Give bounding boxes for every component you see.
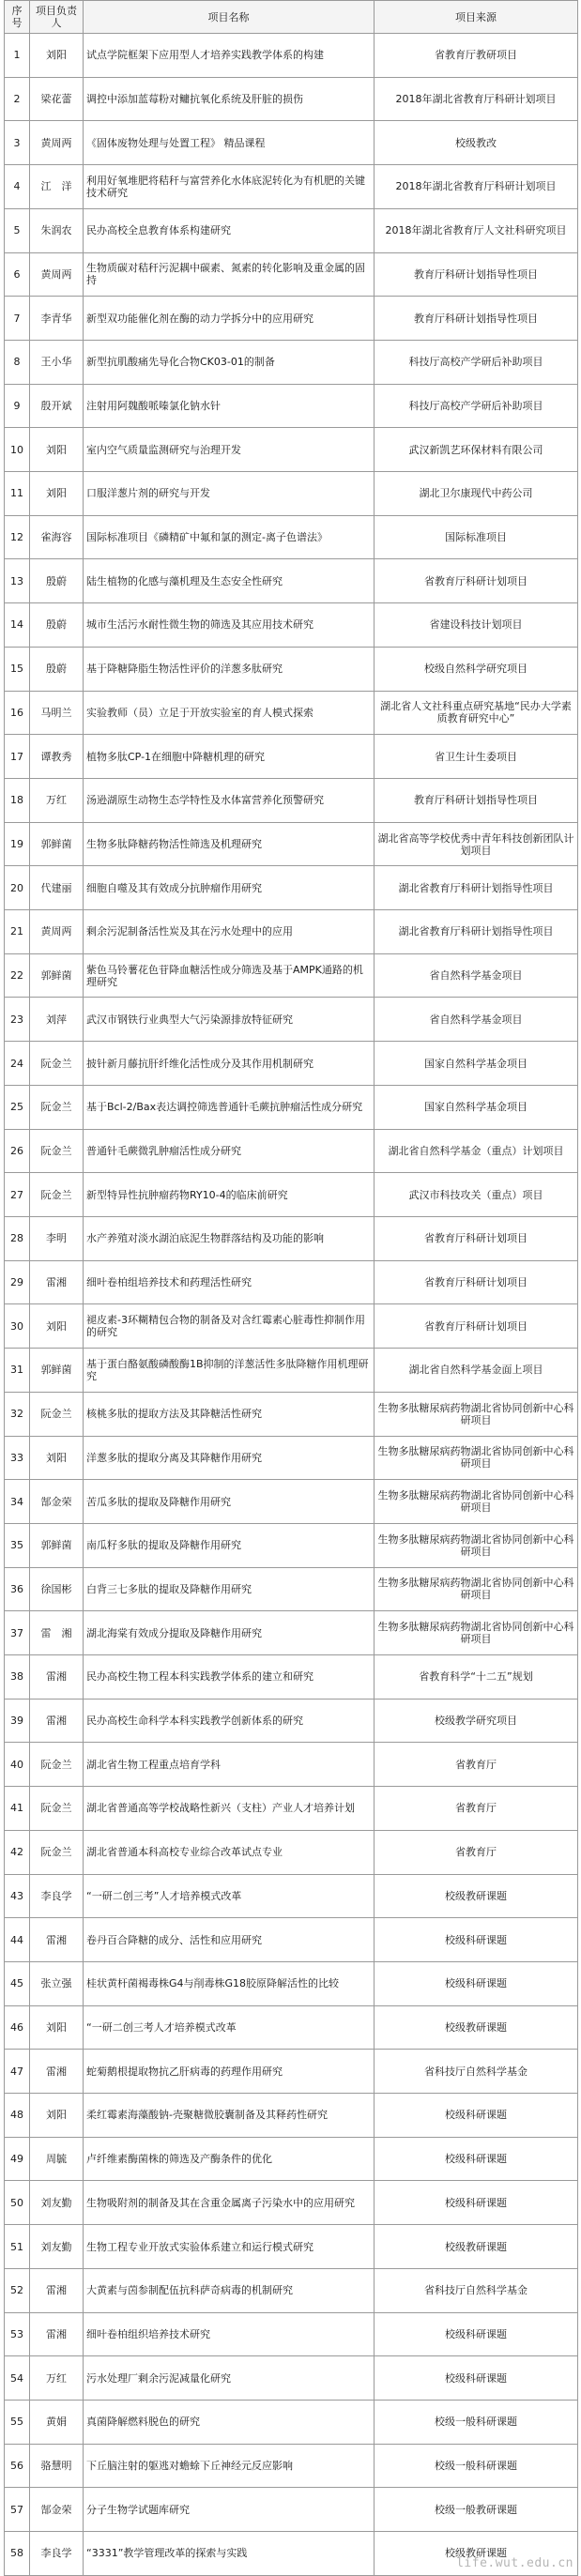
row-number-cell: 13: [5, 559, 30, 603]
project-name-cell: “一研二创三考人才培养模式改革: [84, 2005, 375, 2050]
principal-investigator-cell: 殷蔚: [30, 603, 84, 648]
project-source-cell: 省建设科技计划项目: [375, 603, 578, 648]
row-number-cell: 47: [5, 2050, 30, 2094]
table-row: [5, 2225, 578, 2269]
principal-investigator-cell: 郭鲜菌: [30, 953, 84, 998]
table-body: [5, 34, 578, 2576]
project-name-cell: 《固体废物处理与处置工程》 精品课程: [84, 121, 375, 165]
table-row: [5, 1830, 578, 1874]
row-number-cell: 17: [5, 735, 30, 779]
row-number-cell: 42: [5, 1830, 30, 1874]
table-row: [5, 472, 578, 516]
row-number-cell: 50: [5, 2181, 30, 2225]
table-row: [5, 1216, 578, 1260]
row-number-cell: 45: [5, 1961, 30, 2005]
principal-investigator-cell: 刘阳: [30, 2005, 84, 2050]
row-number-cell: 53: [5, 2312, 30, 2356]
table-row: [5, 165, 578, 209]
table-row: [5, 1304, 578, 1349]
table-row: [5, 428, 578, 472]
principal-investigator-cell: 刘阳: [30, 2094, 84, 2138]
project-source-cell: 省科技厅自然科学基金: [375, 2050, 578, 2094]
principal-investigator-cell: 刘阳: [30, 472, 84, 516]
table-row: [5, 1523, 578, 1567]
project-name-cell: 真菌降解燃料脱色的研究: [84, 2400, 375, 2444]
project-source-cell: 湖北省人文社科重点研究基地“民办大学素质教育研究中心”: [375, 691, 578, 735]
project-name-cell: 剩余污泥制备活性炭及其在污水处理中的应用: [84, 910, 375, 954]
project-source-cell: 校级教学研究项目: [375, 1699, 578, 1743]
project-name-cell: 细叶卷柏组织培养技术研究: [84, 2312, 375, 2356]
principal-investigator-cell: 殷开斌: [30, 384, 84, 428]
row-number-cell: 37: [5, 1611, 30, 1655]
row-number-cell: 35: [5, 1523, 30, 1567]
project-source-cell: 校级科研课题: [375, 2181, 578, 2225]
row-number-cell: 10: [5, 428, 30, 472]
row-number-cell: 16: [5, 691, 30, 735]
row-number-cell: 31: [5, 1349, 30, 1393]
project-source-cell: 湖北省自然科学基金（重点）计划项目: [375, 1129, 578, 1173]
row-number-cell: 7: [5, 297, 30, 341]
project-name-cell: 褪皮素-3环糊精包合物的制备及对含红霉素心脏毒性抑制作用的研究: [84, 1304, 375, 1349]
principal-investigator-cell: 郭鲜菌: [30, 1523, 84, 1567]
project-name-cell: 口服洋葱片剂的研究与开发: [84, 472, 375, 516]
project-source-cell: 生物多肽糖尿病药物湖北省协同创新中心科研项目: [375, 1523, 578, 1567]
principal-investigator-cell: 雷湘: [30, 2050, 84, 2094]
table-row: [5, 559, 578, 603]
row-number-cell: 57: [5, 2488, 30, 2532]
row-number-cell: 48: [5, 2094, 30, 2138]
project-name-cell: 新型特异性抗肿瘤药物RY10-4的临床前研究: [84, 1173, 375, 1217]
project-source-cell: 生物多肽糖尿病药物湖北省协同创新中心科研项目: [375, 1611, 578, 1655]
row-number-cell: 39: [5, 1699, 30, 1743]
principal-investigator-cell: 马明兰: [30, 691, 84, 735]
table-row: [5, 1918, 578, 1962]
project-name-cell: 利用好氧堆肥将秸秆与富营养化水体底泥转化为有机肥的关键技术研究: [84, 165, 375, 209]
project-name-cell: 紫色马铃薯花色苷降血糖活性成分筛选及基于AMPK通路的机理研究: [84, 953, 375, 998]
row-number-cell: 14: [5, 603, 30, 648]
project-name-cell: 调控中添加蓝莓粉对鳙抗氧化系统及肝脏的损伤: [84, 77, 375, 121]
project-source-cell: 生物多肽糖尿病药物湖北省协同创新中心科研项目: [375, 1480, 578, 1524]
project-source-cell: 科技厅高校产学研后补助项目: [375, 384, 578, 428]
project-source-cell: 科技厅高校产学研后补助项目: [375, 340, 578, 384]
project-name-cell: 披针新月藤抗肝纤维化活性成分及其作用机制研究: [84, 1042, 375, 1086]
principal-investigator-cell: 阮金兰: [30, 1042, 84, 1086]
project-name-cell: 室内空气质量监测研究与治理开发: [84, 428, 375, 472]
project-source-cell: 教育厅科研计划指导性项目: [375, 252, 578, 297]
principal-investigator-cell: 郭鲜菌: [30, 822, 84, 866]
principal-investigator-cell: 刘阳: [30, 428, 84, 472]
principal-investigator-cell: 阮金兰: [30, 1173, 84, 1217]
principal-investigator-cell: 李明: [30, 1216, 84, 1260]
table-row: [5, 1436, 578, 1480]
row-number-cell: 19: [5, 822, 30, 866]
project-source-cell: 省教育厅: [375, 1830, 578, 1874]
table-row: [5, 2444, 578, 2488]
project-source-cell: 省教育厅科研计划项目: [375, 1304, 578, 1349]
project-name-cell: 湖北海棠有效成分提取及降糖作用研究: [84, 1611, 375, 1655]
principal-investigator-cell: 阮金兰: [30, 1787, 84, 1831]
table-row: [5, 2356, 578, 2401]
table-row: [5, 910, 578, 954]
principal-investigator-cell: 黄周两: [30, 910, 84, 954]
project-source-cell: 生物多肽糖尿病药物湖北省协同创新中心科研项目: [375, 1436, 578, 1480]
project-name-cell: 细叶卷柏组培养技术和药理活性研究: [84, 1260, 375, 1304]
table-row: [5, 822, 578, 866]
table-row: [5, 603, 578, 648]
row-number-cell: 28: [5, 1216, 30, 1260]
project-name-cell: “3331”教学管理改革的探索与实践: [84, 2532, 375, 2576]
principal-investigator-cell: 阮金兰: [30, 1392, 84, 1436]
project-name-cell: 洋葱多肽的提取分离及其降糖作用研究: [84, 1436, 375, 1480]
principal-investigator-cell: 郜金荣: [30, 1480, 84, 1524]
project-name-cell: 注射用阿魏酸哌嗪氯化钠水针: [84, 384, 375, 428]
principal-investigator-cell: 雷湘: [30, 1260, 84, 1304]
row-number-cell: 52: [5, 2268, 30, 2312]
header-pi: 项目负责人: [30, 1, 84, 34]
row-number-cell: 38: [5, 1655, 30, 1700]
project-name-cell: 新型抗肌酸痛先导化合物CK03-01的制备: [84, 340, 375, 384]
row-number-cell: 33: [5, 1436, 30, 1480]
project-source-cell: 省科技厅自然科学基金: [375, 2268, 578, 2312]
principal-investigator-cell: 郜金荣: [30, 2488, 84, 2532]
project-name-cell: 水产养殖对淡水湖泊底泥生物群落结构及功能的影响: [84, 1216, 375, 1260]
project-name-cell: 生物多肽降糖药物活性筛选及机理研究: [84, 822, 375, 866]
table-row: [5, 998, 578, 1042]
principal-investigator-cell: 代建丽: [30, 866, 84, 910]
project-name-cell: 湖北省普通本科高校专业综合改革试点专业: [84, 1830, 375, 1874]
row-number-cell: 32: [5, 1392, 30, 1436]
table-row: [5, 1743, 578, 1787]
principal-investigator-cell: 刘友勤: [30, 2225, 84, 2269]
row-number-cell: 58: [5, 2532, 30, 2576]
project-source-cell: 2018年湖北省教育厅科研计划项目: [375, 77, 578, 121]
table-row: [5, 2312, 578, 2356]
principal-investigator-cell: 梁花蕾: [30, 77, 84, 121]
project-name-cell: 试点学院框架下应用型人才培养实践教学体系的构建: [84, 34, 375, 78]
header-row: [5, 1, 578, 34]
project-name-cell: 民办高校全息教育体系构建研究: [84, 208, 375, 252]
table-row: [5, 866, 578, 910]
table-row: [5, 2050, 578, 2094]
principal-investigator-cell: 周毓: [30, 2137, 84, 2181]
principal-investigator-cell: 雷湘: [30, 2268, 84, 2312]
table-row: [5, 2005, 578, 2050]
row-number-cell: 5: [5, 208, 30, 252]
project-name-cell: 分子生物学试题库研究: [84, 2488, 375, 2532]
row-number-cell: 29: [5, 1260, 30, 1304]
principal-investigator-cell: 雷湘: [30, 1918, 84, 1962]
project-source-cell: 校级科研课题: [375, 2094, 578, 2138]
project-name-cell: 陆生植物的化感与藻机理及生态安全性研究: [84, 559, 375, 603]
table-row: [5, 1655, 578, 1700]
project-source-cell: 武汉新凯艺环保材料有限公司: [375, 428, 578, 472]
project-source-cell: 校级教研课题: [375, 1874, 578, 1918]
project-source-cell: 校级教研课题: [375, 2005, 578, 2050]
project-name-cell: “一研二创三考”人才培养模式改革: [84, 1874, 375, 1918]
row-number-cell: 34: [5, 1480, 30, 1524]
row-number-cell: 55: [5, 2400, 30, 2444]
project-source-cell: 校级一般科研课题: [375, 2400, 578, 2444]
project-name-cell: 白背三七多肽的提取及降糖作用研究: [84, 1567, 375, 1611]
principal-investigator-cell: 骆慧明: [30, 2444, 84, 2488]
table-row: [5, 340, 578, 384]
table-row: [5, 1567, 578, 1611]
project-source-cell: 湖北卫尔康现代中药公司: [375, 472, 578, 516]
row-number-cell: 8: [5, 340, 30, 384]
table-row: [5, 515, 578, 559]
project-name-cell: 城市生活污水耐性微生物的筛选及其应用技术研究: [84, 603, 375, 648]
project-name-cell: 生物工程专业开放式实验体系建立和运行模式研究: [84, 2225, 375, 2269]
project-name-cell: 基于蛋白酪氨酸磷酸酶1B抑制的洋葱活性多肽降糖作用机理研究: [84, 1349, 375, 1393]
watermark-text: life.wut.edu.cn: [456, 2556, 573, 2570]
project-source-cell: 校级科研课题: [375, 2137, 578, 2181]
table-row: [5, 208, 578, 252]
row-number-cell: 18: [5, 778, 30, 822]
principal-investigator-cell: 张立强: [30, 1961, 84, 2005]
table-row: [5, 778, 578, 822]
principal-investigator-cell: 谭教秀: [30, 735, 84, 779]
row-number-cell: 23: [5, 998, 30, 1042]
project-name-cell: 实验教师（员）立足于开放实验室的育人模式探索: [84, 691, 375, 735]
row-number-cell: 21: [5, 910, 30, 954]
principal-investigator-cell: 雷湘: [30, 1655, 84, 1700]
table-row: [5, 1699, 578, 1743]
project-name-cell: 基于降糖降脂生物活性评价的洋葱多肽研究: [84, 647, 375, 691]
row-number-cell: 41: [5, 1787, 30, 1831]
principal-investigator-cell: 王小华: [30, 340, 84, 384]
project-source-cell: 湖北省教育厅科研计划指导性项目: [375, 866, 578, 910]
project-name-cell: 卷丹百合降糖的成分、活性和应用研究: [84, 1918, 375, 1962]
project-name-cell: 湖北省生物工程重点培育学科: [84, 1743, 375, 1787]
row-number-cell: 25: [5, 1085, 30, 1129]
table-row: [5, 34, 578, 78]
project-source-cell: 校级自然科学研究项目: [375, 647, 578, 691]
row-number-cell: 43: [5, 1874, 30, 1918]
projects-table: [4, 0, 578, 2576]
row-number-cell: 11: [5, 472, 30, 516]
table-row: [5, 384, 578, 428]
row-number-cell: 9: [5, 384, 30, 428]
principal-investigator-cell: 江 洋: [30, 165, 84, 209]
row-number-cell: 51: [5, 2225, 30, 2269]
principal-investigator-cell: 万红: [30, 2356, 84, 2401]
row-number-cell: 27: [5, 1173, 30, 1217]
row-number-cell: 22: [5, 953, 30, 998]
row-number-cell: 30: [5, 1304, 30, 1349]
project-source-cell: 校级教研课题: [375, 2225, 578, 2269]
table-row: [5, 2400, 578, 2444]
project-source-cell: 校级一般科研课题: [375, 2444, 578, 2488]
header-project-name: 项目名称: [84, 1, 375, 34]
table-row: [5, 1874, 578, 1918]
project-name-cell: 核桃多肽的提取方法及其降糖活性研究: [84, 1392, 375, 1436]
project-source-cell: 校级一般教研课题: [375, 2488, 578, 2532]
header-project-source: 项目来源: [375, 1, 578, 34]
project-name-cell: 污水处理厂剩余污泥减量化研究: [84, 2356, 375, 2401]
table-row: [5, 2094, 578, 2138]
project-source-cell: 校级科研课题: [375, 2356, 578, 2401]
principal-investigator-cell: 刘萍: [30, 998, 84, 1042]
row-number-cell: 26: [5, 1129, 30, 1173]
principal-investigator-cell: 李青华: [30, 297, 84, 341]
project-source-cell: 武汉市科技攻关（重点）项目: [375, 1173, 578, 1217]
table-row: [5, 2488, 578, 2532]
table-row: [5, 252, 578, 297]
table-row: [5, 77, 578, 121]
principal-investigator-cell: 徐国彬: [30, 1567, 84, 1611]
project-name-cell: 桂状黄杆菌褐毒株G4与削毒株G18胶原降解活性的比较: [84, 1961, 375, 2005]
row-number-cell: 56: [5, 2444, 30, 2488]
project-source-cell: 省教育厅教研项目: [375, 34, 578, 78]
table-row: [5, 1611, 578, 1655]
table-row: [5, 297, 578, 341]
table-row: [5, 1129, 578, 1173]
principal-investigator-cell: 黄周两: [30, 252, 84, 297]
header-no: 序号: [5, 1, 30, 34]
row-number-cell: 12: [5, 515, 30, 559]
project-source-cell: 省自然科学基金项目: [375, 998, 578, 1042]
project-name-cell: 武汉市钢铁行业典型大气污染源排放特征研究: [84, 998, 375, 1042]
principal-investigator-cell: 万红: [30, 778, 84, 822]
project-source-cell: 校级教研课题: [375, 2532, 578, 2576]
row-number-cell: 6: [5, 252, 30, 297]
principal-investigator-cell: 殷蔚: [30, 647, 84, 691]
table-row: [5, 735, 578, 779]
table-row: [5, 2137, 578, 2181]
project-name-cell: 苦瓜多肽的提取及降糖作用研究: [84, 1480, 375, 1524]
project-source-cell: 省自然科学基金项目: [375, 953, 578, 998]
project-source-cell: 校级科研课题: [375, 2312, 578, 2356]
table-row: [5, 1260, 578, 1304]
row-number-cell: 49: [5, 2137, 30, 2181]
principal-investigator-cell: 李良学: [30, 1874, 84, 1918]
project-source-cell: 校级科研课题: [375, 1918, 578, 1962]
project-source-cell: 校级教改: [375, 121, 578, 165]
principal-investigator-cell: 阮金兰: [30, 1129, 84, 1173]
project-name-cell: 细胞自噬及其有效成分抗肿瘤作用研究: [84, 866, 375, 910]
principal-investigator-cell: 阮金兰: [30, 1830, 84, 1874]
project-source-cell: 省教育厅科研计划项目: [375, 1216, 578, 1260]
project-source-cell: 湖北省自然科学基金面上项目: [375, 1349, 578, 1393]
principal-investigator-cell: 刘阳: [30, 1436, 84, 1480]
row-number-cell: 20: [5, 866, 30, 910]
table-row: [5, 1480, 578, 1524]
principal-investigator-cell: 雀海容: [30, 515, 84, 559]
project-name-cell: 南瓜籽多肽的提取及降糖作用研究: [84, 1523, 375, 1567]
principal-investigator-cell: 黄娟: [30, 2400, 84, 2444]
row-number-cell: 24: [5, 1042, 30, 1086]
table-row: [5, 647, 578, 691]
principal-investigator-cell: 雷湘: [30, 2312, 84, 2356]
project-name-cell: 民办高校生物工程本科实践教学体系的建立和研究: [84, 1655, 375, 1700]
project-name-cell: 湖北省普通高等学校战略性新兴（支柱）产业人才培养计划: [84, 1787, 375, 1831]
project-source-cell: 省教育厅科研计划项目: [375, 559, 578, 603]
row-number-cell: 40: [5, 1743, 30, 1787]
project-name-cell: 民办高校生命科学本科实践教学创新体系的研究: [84, 1699, 375, 1743]
table-header: [5, 1, 578, 34]
project-name-cell: 植物多肽CP-1在细胞中降糖机理的研究: [84, 735, 375, 779]
project-name-cell: 汤逊湖原生动物生态学特性及水体富营养化预警研究: [84, 778, 375, 822]
project-source-cell: 校级科研课题: [375, 1961, 578, 2005]
table-row: [5, 1392, 578, 1436]
principal-investigator-cell: 刘阳: [30, 1304, 84, 1349]
principal-investigator-cell: 雷湘: [30, 1699, 84, 1743]
principal-investigator-cell: 刘阳: [30, 34, 84, 78]
principal-investigator-cell: 阮金兰: [30, 1085, 84, 1129]
table-row: [5, 1349, 578, 1393]
project-source-cell: 2018年湖北省教育厅科研计划项目: [375, 165, 578, 209]
project-name-cell: 生物吸附剂的制备及其在含重金属离子污染水中的应用研究: [84, 2181, 375, 2225]
table-row: [5, 1042, 578, 1086]
principal-investigator-cell: 郭鲜菌: [30, 1349, 84, 1393]
principal-investigator-cell: 殷蔚: [30, 559, 84, 603]
row-number-cell: 15: [5, 647, 30, 691]
project-name-cell: 新型双功能催化剂在酶的动力学拆分中的应用研究: [84, 297, 375, 341]
table-row: [5, 691, 578, 735]
project-name-cell: 蛇菊鹅根提取物抗乙肝病毒的药理作用研究: [84, 2050, 375, 2094]
project-name-cell: 下丘脑注射的躯逃对蟾蜍下丘神经元反应影响: [84, 2444, 375, 2488]
principal-investigator-cell: 阮金兰: [30, 1743, 84, 1787]
table-row: [5, 121, 578, 165]
project-source-cell: 教育厅科研计划指导性项目: [375, 297, 578, 341]
project-source-cell: 湖北省高等学校优秀中青年科技创新团队计划项目: [375, 822, 578, 866]
project-source-cell: 生物多肽糖尿病药物湖北省协同创新中心科研项目: [375, 1392, 578, 1436]
project-source-cell: 国家自然科学基金项目: [375, 1085, 578, 1129]
row-number-cell: 44: [5, 1918, 30, 1962]
project-source-cell: 国际标准项目: [375, 515, 578, 559]
table-row: [5, 1173, 578, 1217]
row-number-cell: 4: [5, 165, 30, 209]
project-name-cell: 生物质碳对秸秆污泥耦中碳素、氮素的转化影响及重金属的固持: [84, 252, 375, 297]
project-name-cell: 大黄素与茵参制配伍抗科萨奇病毒的机制研究: [84, 2268, 375, 2312]
project-source-cell: 省教育厅科研计划项目: [375, 1260, 578, 1304]
row-number-cell: 36: [5, 1567, 30, 1611]
principal-investigator-cell: 黄周两: [30, 121, 84, 165]
project-source-cell: 省教育科学“十二五”规划: [375, 1655, 578, 1700]
row-number-cell: 46: [5, 2005, 30, 2050]
project-source-cell: 省教育厅: [375, 1787, 578, 1831]
table-row: [5, 1961, 578, 2005]
project-source-cell: 湖北省教育厅科研计划指导性项目: [375, 910, 578, 954]
table-row: [5, 2268, 578, 2312]
project-source-cell: 国家自然科学基金项目: [375, 1042, 578, 1086]
project-name-cell: 普通针毛蕨微乳肿瘤活性成分研究: [84, 1129, 375, 1173]
principal-investigator-cell: 李良学: [30, 2532, 84, 2576]
project-name-cell: 国际标准项目《磷精矿中氟和氯的测定-离子色谱法》: [84, 515, 375, 559]
row-number-cell: 3: [5, 121, 30, 165]
table-row: [5, 953, 578, 998]
table-row: [5, 2181, 578, 2225]
project-source-cell: 教育厅科研计划指导性项目: [375, 778, 578, 822]
principal-investigator-cell: 刘友勤: [30, 2181, 84, 2225]
project-source-cell: 生物多肽糖尿病药物湖北省协同创新中心科研项目: [375, 1567, 578, 1611]
row-number-cell: 54: [5, 2356, 30, 2401]
project-source-cell: 省卫生计生委项目: [375, 735, 578, 779]
row-number-cell: 2: [5, 77, 30, 121]
project-name-cell: 柔红霉素海藻酸钠-壳聚糖微胶囊制备及其释药性研究: [84, 2094, 375, 2138]
table-row: [5, 1787, 578, 1831]
project-name-cell: 基于Bcl-2/Bax表达调控筛选普通针毛蕨抗肿瘤活性成分研究: [84, 1085, 375, 1129]
project-source-cell: 省教育厅: [375, 1743, 578, 1787]
project-source-cell: 2018年湖北省教育厅人文社科研究项目: [375, 208, 578, 252]
row-number-cell: 1: [5, 34, 30, 78]
principal-investigator-cell: 雷 湘: [30, 1611, 84, 1655]
table-row: [5, 1085, 578, 1129]
principal-investigator-cell: 朱润农: [30, 208, 84, 252]
project-name-cell: 卢纤维素酶菌株的筛选及产酶条件的优化: [84, 2137, 375, 2181]
